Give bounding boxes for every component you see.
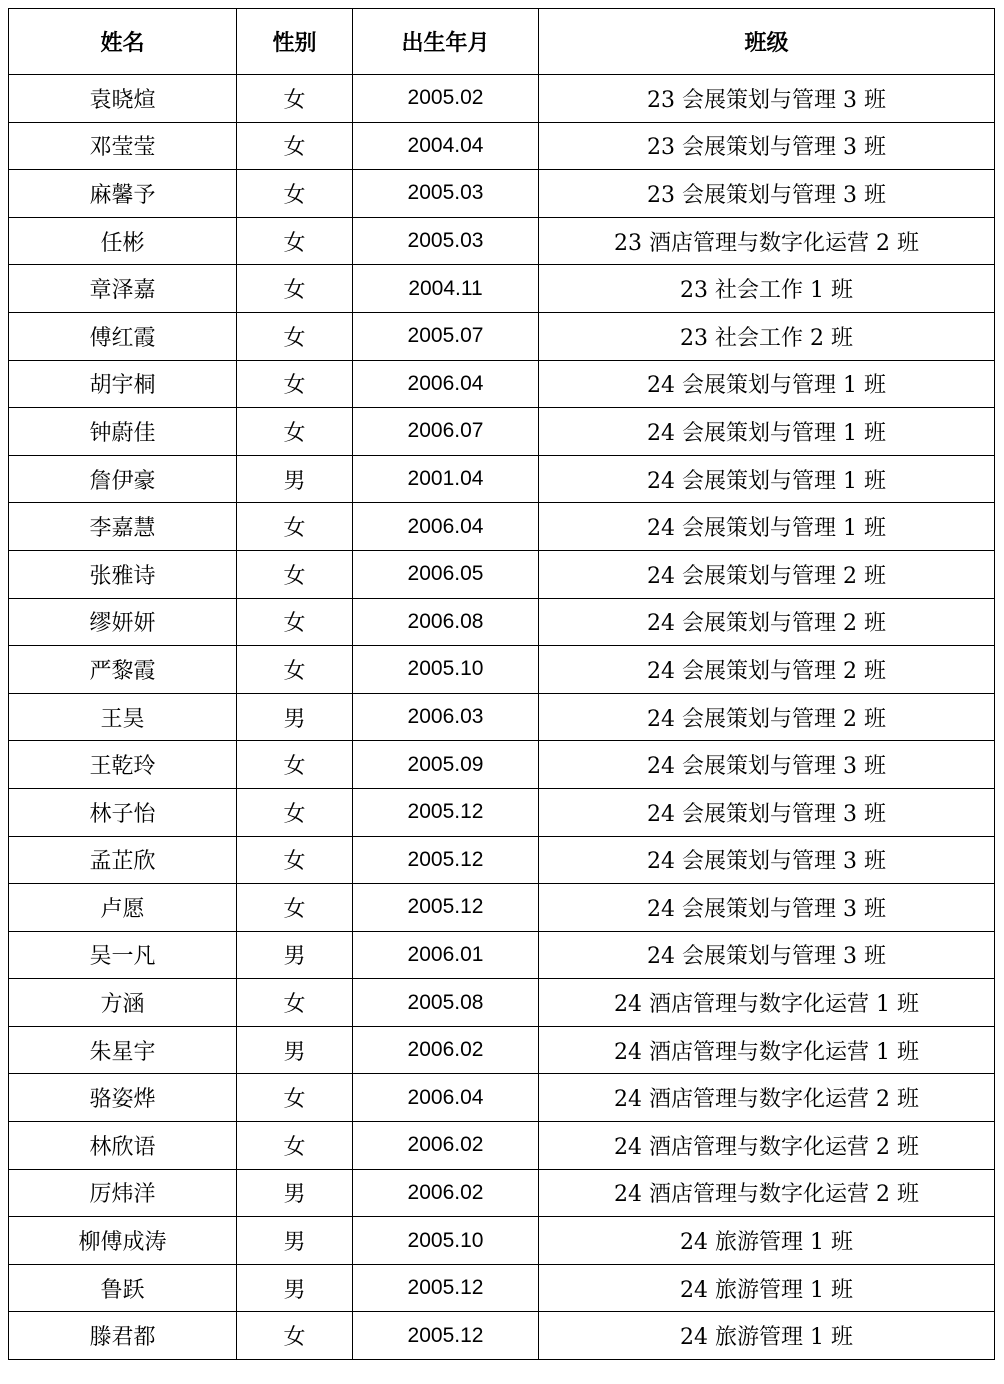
cell-class: 24 会展策划与管理 2 班 xyxy=(539,646,995,694)
cell-class: 24 旅游管理 1 班 xyxy=(539,1264,995,1312)
cell-birth: 2005.08 xyxy=(353,979,539,1027)
cell-birth: 2005.09 xyxy=(353,741,539,789)
table-row xyxy=(9,1074,995,1122)
table-row xyxy=(9,1169,995,1217)
table-row xyxy=(9,646,995,694)
table-row xyxy=(9,170,995,218)
cell-name: 厉炜洋 xyxy=(9,1169,237,1217)
cell-name: 缪妍妍 xyxy=(9,598,237,646)
cell-birth: 2004.04 xyxy=(353,122,539,170)
cell-name: 詹伊豪 xyxy=(9,455,237,503)
cell-gender: 女 xyxy=(237,598,353,646)
table-row xyxy=(9,360,995,408)
cell-birth: 2001.04 xyxy=(353,455,539,503)
cell-name: 胡宇桐 xyxy=(9,360,237,408)
cell-gender: 男 xyxy=(237,1169,353,1217)
cell-birth: 2006.04 xyxy=(353,360,539,408)
cell-birth: 2006.04 xyxy=(353,1074,539,1122)
cell-class: 24 酒店管理与数字化运营 2 班 xyxy=(539,1074,995,1122)
cell-name: 严黎霞 xyxy=(9,646,237,694)
cell-gender: 女 xyxy=(237,836,353,884)
cell-name: 章泽嘉 xyxy=(9,265,237,313)
cell-class: 24 酒店管理与数字化运营 2 班 xyxy=(539,1169,995,1217)
cell-birth: 2006.07 xyxy=(353,408,539,456)
header-birth: 出生年月 xyxy=(353,9,539,75)
table-row xyxy=(9,1122,995,1170)
table-row xyxy=(9,312,995,360)
cell-birth: 2005.03 xyxy=(353,217,539,265)
table-row xyxy=(9,455,995,503)
table-row xyxy=(9,788,995,836)
cell-name: 孟芷欣 xyxy=(9,836,237,884)
cell-gender: 女 xyxy=(237,217,353,265)
student-table xyxy=(8,8,995,1360)
cell-gender: 女 xyxy=(237,408,353,456)
table-row xyxy=(9,979,995,1027)
cell-gender: 女 xyxy=(237,265,353,313)
cell-name: 李嘉慧 xyxy=(9,503,237,551)
cell-gender: 女 xyxy=(237,360,353,408)
cell-class: 24 会展策划与管理 1 班 xyxy=(539,455,995,503)
cell-birth: 2005.03 xyxy=(353,170,539,218)
cell-birth: 2006.02 xyxy=(353,1026,539,1074)
cell-name: 张雅诗 xyxy=(9,550,237,598)
cell-birth: 2006.08 xyxy=(353,598,539,646)
cell-birth: 2005.02 xyxy=(353,75,539,123)
cell-gender: 女 xyxy=(237,170,353,218)
cell-birth: 2005.10 xyxy=(353,1217,539,1265)
cell-birth: 2005.12 xyxy=(353,836,539,884)
cell-name: 滕君都 xyxy=(9,1312,237,1360)
cell-class: 24 会展策划与管理 2 班 xyxy=(539,693,995,741)
cell-name: 柳傅成涛 xyxy=(9,1217,237,1265)
table-row xyxy=(9,1264,995,1312)
cell-name: 林子怡 xyxy=(9,788,237,836)
cell-birth: 2005.07 xyxy=(353,312,539,360)
cell-gender: 男 xyxy=(237,693,353,741)
cell-gender: 女 xyxy=(237,788,353,836)
table-row xyxy=(9,884,995,932)
cell-class: 23 会展策划与管理 3 班 xyxy=(539,75,995,123)
cell-name: 吴一凡 xyxy=(9,931,237,979)
cell-gender: 男 xyxy=(237,931,353,979)
cell-gender: 女 xyxy=(237,1074,353,1122)
cell-name: 傅红霞 xyxy=(9,312,237,360)
cell-name: 朱星宇 xyxy=(9,1026,237,1074)
cell-class: 23 酒店管理与数字化运营 2 班 xyxy=(539,217,995,265)
cell-gender: 女 xyxy=(237,646,353,694)
table-row xyxy=(9,598,995,646)
header-row xyxy=(9,9,995,75)
cell-gender: 女 xyxy=(237,503,353,551)
cell-class: 24 会展策划与管理 3 班 xyxy=(539,884,995,932)
cell-gender: 女 xyxy=(237,550,353,598)
cell-name: 钟蔚佳 xyxy=(9,408,237,456)
table-row xyxy=(9,1217,995,1265)
table-body xyxy=(9,75,995,1360)
cell-class: 24 会展策划与管理 3 班 xyxy=(539,741,995,789)
cell-birth: 2005.12 xyxy=(353,1312,539,1360)
cell-class: 23 社会工作 1 班 xyxy=(539,265,995,313)
cell-class: 23 会展策划与管理 3 班 xyxy=(539,170,995,218)
cell-class: 24 旅游管理 1 班 xyxy=(539,1217,995,1265)
cell-birth: 2006.01 xyxy=(353,931,539,979)
cell-name: 任彬 xyxy=(9,217,237,265)
table-row xyxy=(9,836,995,884)
cell-class: 24 酒店管理与数字化运营 1 班 xyxy=(539,1026,995,1074)
table-row xyxy=(9,550,995,598)
table-row xyxy=(9,75,995,123)
cell-class: 24 会展策划与管理 2 班 xyxy=(539,550,995,598)
cell-name: 王昊 xyxy=(9,693,237,741)
header-gender: 性别 xyxy=(237,9,353,75)
cell-class: 24 酒店管理与数字化运营 2 班 xyxy=(539,1122,995,1170)
cell-gender: 男 xyxy=(237,1026,353,1074)
cell-class: 24 会展策划与管理 3 班 xyxy=(539,836,995,884)
cell-name: 邓莹莹 xyxy=(9,122,237,170)
cell-class: 23 社会工作 2 班 xyxy=(539,312,995,360)
cell-class: 24 酒店管理与数字化运营 1 班 xyxy=(539,979,995,1027)
table-row xyxy=(9,1026,995,1074)
cell-gender: 女 xyxy=(237,122,353,170)
table-row xyxy=(9,931,995,979)
cell-birth: 2004.11 xyxy=(353,265,539,313)
cell-gender: 女 xyxy=(237,979,353,1027)
cell-gender: 女 xyxy=(237,312,353,360)
cell-birth: 2005.12 xyxy=(353,884,539,932)
table-row xyxy=(9,408,995,456)
cell-birth: 2006.03 xyxy=(353,693,539,741)
header-name: 姓名 xyxy=(9,9,237,75)
cell-birth: 2006.02 xyxy=(353,1122,539,1170)
cell-birth: 2005.10 xyxy=(353,646,539,694)
cell-birth: 2006.02 xyxy=(353,1169,539,1217)
cell-gender: 男 xyxy=(237,455,353,503)
cell-gender: 男 xyxy=(237,1264,353,1312)
table-header xyxy=(9,9,995,75)
cell-class: 24 会展策划与管理 3 班 xyxy=(539,788,995,836)
table-row xyxy=(9,1312,995,1360)
cell-gender: 女 xyxy=(237,1312,353,1360)
table-row xyxy=(9,217,995,265)
cell-name: 鲁跃 xyxy=(9,1264,237,1312)
cell-class: 24 会展策划与管理 2 班 xyxy=(539,598,995,646)
cell-class: 23 会展策划与管理 3 班 xyxy=(539,122,995,170)
cell-gender: 女 xyxy=(237,1122,353,1170)
table-row xyxy=(9,503,995,551)
table-row xyxy=(9,693,995,741)
cell-gender: 女 xyxy=(237,741,353,789)
cell-class: 24 会展策划与管理 1 班 xyxy=(539,408,995,456)
table-row xyxy=(9,122,995,170)
cell-birth: 2006.04 xyxy=(353,503,539,551)
cell-class: 24 会展策划与管理 3 班 xyxy=(539,931,995,979)
cell-name: 王乾玲 xyxy=(9,741,237,789)
table-row xyxy=(9,265,995,313)
cell-birth: 2005.12 xyxy=(353,788,539,836)
cell-name: 林欣语 xyxy=(9,1122,237,1170)
cell-gender: 女 xyxy=(237,75,353,123)
cell-gender: 女 xyxy=(237,884,353,932)
cell-name: 骆姿烨 xyxy=(9,1074,237,1122)
cell-birth: 2006.05 xyxy=(353,550,539,598)
cell-class: 24 旅游管理 1 班 xyxy=(539,1312,995,1360)
cell-birth: 2005.12 xyxy=(353,1264,539,1312)
table-row xyxy=(9,741,995,789)
cell-class: 24 会展策划与管理 1 班 xyxy=(539,360,995,408)
cell-gender: 男 xyxy=(237,1217,353,1265)
cell-name: 方涵 xyxy=(9,979,237,1027)
cell-name: 袁晓煊 xyxy=(9,75,237,123)
cell-name: 麻馨予 xyxy=(9,170,237,218)
header-class: 班级 xyxy=(539,9,995,75)
cell-class: 24 会展策划与管理 1 班 xyxy=(539,503,995,551)
cell-name: 卢愿 xyxy=(9,884,237,932)
